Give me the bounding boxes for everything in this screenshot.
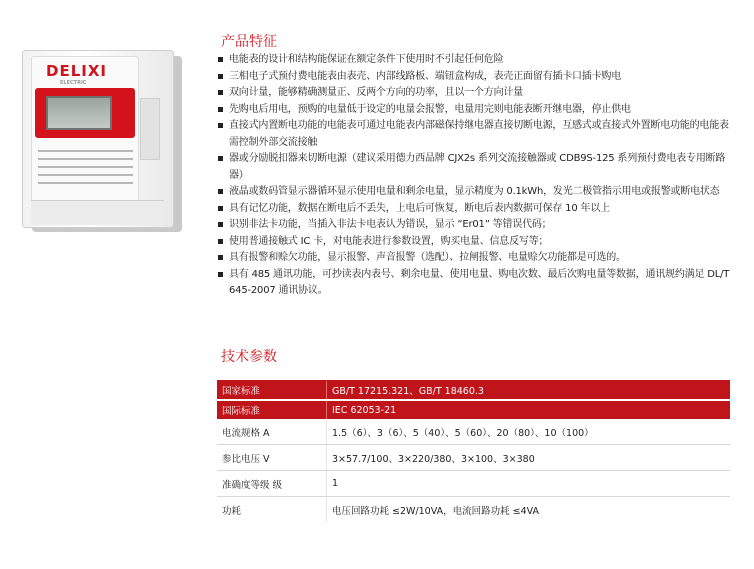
feature-text: 三相电子式预付费电能表由表壳、内部线路板、端钮盒构成，表壳正面留有插卡口插卡购电 — [229, 70, 621, 82]
feature-list — [218, 52, 738, 300]
meter-label-line — [38, 150, 133, 152]
table-row — [217, 445, 730, 471]
spec-label: 电流规格 A — [217, 419, 327, 445]
bullet-icon — [218, 156, 223, 161]
features-title: 产品特征 — [221, 34, 277, 50]
feature-text: 直接式内置断电功能的电能表可通过电能表内部磁保持继电器直接切断电源，互感式或直接式外置断电功能的电能表需控制外部交流接触 — [229, 120, 729, 148]
bullet-icon — [218, 90, 223, 95]
table-row — [217, 401, 730, 419]
feature-text: 电能表的设计和结构能保证在额定条件下使用时不引起任何危险 — [229, 54, 504, 65]
specs-title: 技术参数 — [221, 349, 277, 365]
feature-text: 具有记忆功能，数据在断电后不丢失，上电后可恢复，断电后表内数据可保存 10 年以上 — [229, 202, 610, 214]
bullet-icon — [218, 189, 223, 194]
spec-table — [217, 380, 730, 522]
spec-label: 准确度等级 级 — [217, 471, 327, 497]
meter-label-line — [38, 158, 133, 160]
spec-value: GB/T 17215.321、GB/T 18460.3 — [327, 381, 731, 400]
meter-label-line — [38, 174, 133, 176]
feature-item — [218, 267, 738, 300]
spec-value: 1.5（6）、3（6）、5（40）、5（60）、20（80）、10（100） — [327, 419, 731, 445]
feature-item — [218, 118, 738, 151]
feature-item — [218, 69, 738, 86]
bullet-icon — [218, 57, 223, 62]
table-row — [217, 471, 730, 497]
product-image-meter — [22, 50, 182, 235]
table-row — [217, 381, 730, 400]
bullet-icon — [218, 107, 223, 112]
feature-item — [218, 151, 738, 184]
feature-text: 使用普通接触式 IC 卡，对电能表进行参数设置，购买电量、信息反写等； — [229, 235, 549, 247]
meter-label-line — [38, 166, 133, 168]
bullet-icon — [218, 206, 223, 211]
feature-text: 识别非法卡功能，当插入非法卡电表认为错误，显示 “Er01” 等错误代码； — [229, 219, 552, 230]
table-row — [217, 419, 730, 445]
feature-item — [218, 201, 738, 218]
feature-text: 具有 485 通讯功能，可抄读表内表号、剩余电量、使用电量、购电次数、最后次购电量等数据，通讯规约满足 DL/T 645-2007 通讯协议。 — [229, 268, 730, 296]
feature-text: 双向计量，能够精确测量正、反两个方向的功率，且以一个方向计量 — [229, 87, 523, 98]
feature-text: 具有报警和赊欠功能，显示报警、声音报警（选配）、拉闸报警、电量赊欠功能都是可选的。 — [229, 252, 626, 263]
table-row — [217, 497, 730, 523]
bullet-icon — [218, 222, 223, 227]
feature-item — [218, 250, 738, 267]
meter-lcd-screen — [46, 96, 112, 130]
feature-item — [218, 184, 738, 201]
meter-label-line — [38, 182, 133, 184]
meter-terminal-cover — [31, 200, 164, 225]
bullet-icon — [218, 255, 223, 260]
bullet-icon — [218, 74, 223, 79]
feature-item — [218, 52, 738, 69]
spec-label: 参比电压 V — [217, 445, 327, 471]
bullet-icon — [218, 123, 223, 128]
feature-item — [218, 234, 738, 251]
feature-text: 器或分励脱扣器来切断电源（建议采用德力西品牌 CJX2s 系列交流接触器或 CDB9S-125 系列预付费电表专用断路器） — [229, 153, 726, 181]
spec-label: 国家标准 — [217, 381, 327, 400]
brand-logo-sub: ELECTRIC — [60, 80, 87, 86]
bullet-icon — [218, 239, 223, 244]
feature-item — [218, 217, 738, 234]
spec-value: IEC 62053-21 — [327, 401, 731, 419]
spec-value: 电压回路功耗 ≤2W/10VA，电流回路功耗 ≤4VA — [327, 497, 731, 523]
spec-value: 1 — [327, 471, 731, 497]
spec-label: 功耗 — [222, 505, 242, 517]
bullet-icon — [218, 272, 223, 277]
brand-logo: DELIXI — [46, 62, 107, 80]
feature-text: 液晶或数码管显示器循环显示使用电量和剩余电量，显示精度为 0.1kWh，发光二极管指示用电或报警或断电状态 — [229, 186, 720, 197]
spec-label: 国际标准 — [217, 401, 327, 419]
spec-value: 3×57.7/100、3×220/380、3×100、3×380 — [327, 445, 731, 471]
feature-item — [218, 85, 738, 102]
meter-card-slot — [140, 98, 160, 160]
feature-item — [218, 102, 738, 119]
feature-text: 先购电后用电，预购的电量低于设定的电量会报警，电量用完则电能表断开继电器，停止供电 — [229, 103, 631, 115]
